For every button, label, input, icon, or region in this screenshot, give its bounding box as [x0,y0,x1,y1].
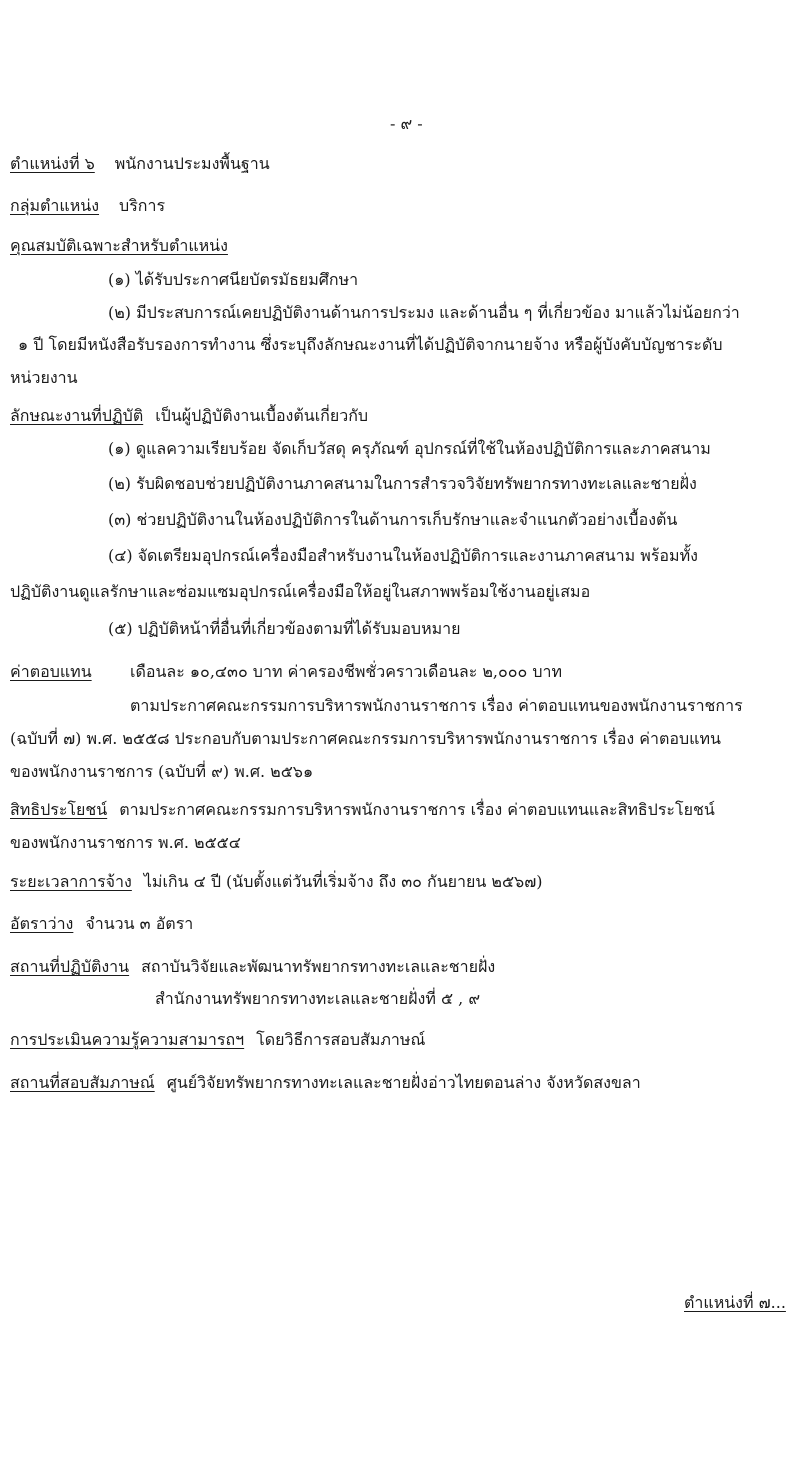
duty-item-1: (๑) ดูแลความเรียบร้อย จัดเก็บวัสดุ ครุภัณฑ์ อุปกรณ์ที่ใช้ในห้องปฏิบัติการและภาคสนาม [108,439,711,458]
assessment-value: โดยวิธีการสอบสัมภาษณ์ [256,1030,426,1049]
duty-item-3: (๓) ช่วยปฏิบัติงานในห้องปฏิบัติการในด้านการเก็บรักษาและจำแนกตัวอย่างเบื้องต้น [108,510,678,529]
vacancies-label: อัตราว่าง [10,914,74,933]
qualification-item-2-line-3: หน่วยงาน [10,368,78,387]
qualification-item-1: (๑) ได้รับประกาศนียบัตรมัธยมศึกษา [108,270,359,289]
duration-label: ระยะเวลาการจ้าง [10,872,132,891]
compensation-line-1: เดือนละ ๑๐,๔๓๐ บาท ค่าครองชีพชั่วคราวเดือนละ ๒,๐๐๐ บาท [130,662,563,681]
qualification-item-2-line-2: ๑ ปี โดยมีหนังสือรับรองการทำงาน ซึ่งระบุถึงลักษณะงานที่ได้ปฏิบัติจากนายจ้าง หรือผู้บังคับบัญชาระดับ [18,335,723,354]
compensation-row [10,660,92,684]
compensation-label: ค่าตอบแทน [10,662,92,681]
interview-location-row [10,1071,641,1095]
group-row [10,194,165,218]
interview-location-value: ศูนย์วิจัยทรัพยากรทางทะเลและชายฝั่งอ่าวไทยตอนล่าง จังหวัดสงขลา [166,1073,641,1092]
compensation-line-3: (ฉบับที่ ๗) พ.ศ. ๒๕๕๘ ประกอบกับตามประกาศคณะกรรมการบริหารพนักงานราชการ เรื่อง ค่าตอบแทน [10,729,721,748]
benefits-line-2: ของพนักงานราชการ พ.ศ. ๒๕๕๔ [10,833,241,852]
group-label: กลุ่มตำแหน่ง [10,196,100,215]
benefits-label: สิทธิประโยชน์ [10,800,108,819]
position-label: ตำแหน่งที่ ๖ [10,154,95,173]
duties-intro: เป็นผู้ปฏิบัติงานเบื้องต้นเกี่ยวกับ [155,406,369,425]
workplace-line-2: สำนักงานทรัพยากรทางทะเลและชายฝั่งที่ ๕ , ๙ [155,989,481,1008]
qualifications-heading: คุณสมบัติเฉพาะสำหรับตำแหน่ง [10,236,228,255]
position-row [10,152,270,176]
duty-item-2: (๒) รับผิดชอบช่วยปฏิบัติงานภาคสนามในการสำรวจวิจัยทรัพยากรทางทะเลและชายฝั่ง [108,474,697,493]
benefits-line-1: ตามประกาศคณะกรรมการบริหารพนักงานราชการ เรื่อง ค่าตอบแทนและสิทธิประโยชน์ [119,800,715,819]
continuation-note: ตำแหน่งที่ ๗... [684,1293,786,1312]
duty-item-4-line-1: (๔) จัดเตรียมอุปกรณ์เครื่องมือสำหรับงานในห้องปฏิบัติการและงานภาคสนาม พร้อมทั้ง [108,546,698,565]
qualification-item-2-line-1: (๒) มีประสบการณ์เคยปฏิบัติงานด้านการประมง และด้านอื่น ๆ ที่เกี่ยวข้อง มาแล้วไม่น้อยกว่า [108,303,740,322]
compensation-line-4: ของพนักงานราชการ (ฉบับที่ ๙) พ.ศ. ๒๕๖๑ [10,762,314,781]
assessment-label: การประเมินความรู้ความสามารถฯ [10,1030,245,1049]
duty-item-5: (๕) ปฏิบัติหน้าที่อื่นที่เกี่ยวข้องตามที่ได้รับมอบหมาย [108,619,461,638]
duration-value: ไม่เกิน ๔ ปี (นับตั้งแต่วันที่เริ่มจ้าง ถึง ๓๐ กันยายน ๒๕๖๗) [143,872,543,891]
vacancies-row [10,912,193,936]
duration-row [10,870,542,894]
vacancies-value: จำนวน ๓ อัตรา [85,914,194,933]
page-number: - ๙ - [390,114,423,133]
duties-label: ลักษณะงานที่ปฏิบัติ [10,406,144,425]
workplace-row [10,955,495,979]
group-value: บริการ [119,196,166,215]
workplace-label: สถานที่ปฏิบัติงาน [10,957,130,976]
compensation-line-2: ตามประกาศคณะกรรมการบริหารพนักงานราชการ เรื่อง ค่าตอบแทนของพนักงานราชการ [130,696,743,715]
position-value: พนักงานประมงพื้นฐาน [114,154,270,173]
duties-row [10,404,368,428]
benefits-row [10,798,715,822]
interview-location-label: สถานที่สอบสัมภาษณ์ [10,1073,155,1092]
workplace-line-1: สถาบันวิจัยและพัฒนาทรัพยากรทางทะเลและชายฝั่ง [141,957,496,976]
duty-item-4-line-2: ปฏิบัติงานดูแลรักษาและซ่อมแซมอุปกรณ์เครื่องมือให้อยู่ในสภาพพร้อมใช้งานอยู่เสมอ [10,582,591,601]
assessment-row [10,1028,425,1052]
